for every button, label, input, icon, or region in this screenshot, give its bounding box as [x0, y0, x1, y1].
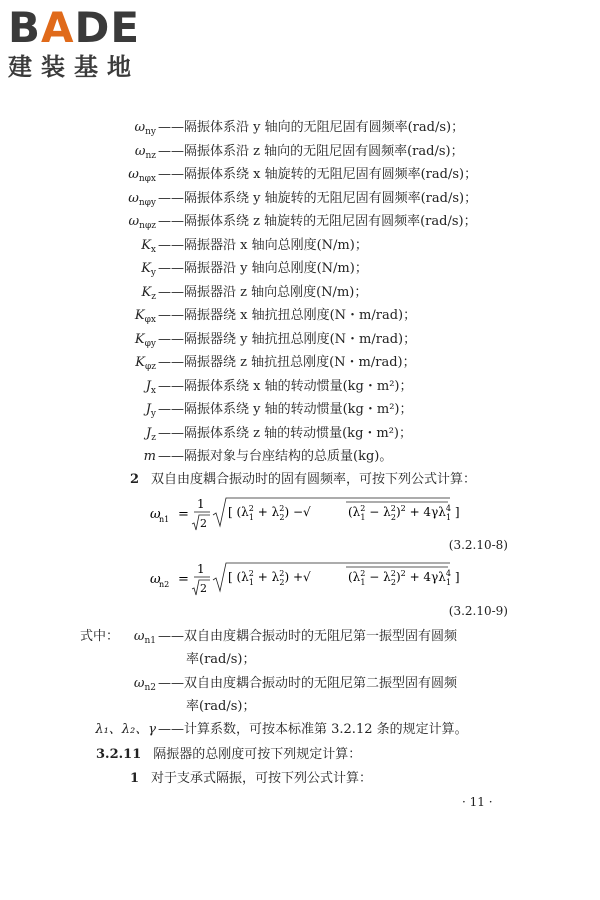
- definition-symbol: $J_z$: [146, 425, 156, 443]
- definition-symbol: $\omega_{nz}$: [134, 143, 156, 161]
- definition-description: ——隔振体系绕 y 轴的转动惯量(kg・m²)；: [158, 402, 413, 417]
- definition-symbol: $\omega_{n\varphi x}$: [128, 167, 156, 184]
- where-w1-cont: 率(rad/s)；: [186, 652, 256, 667]
- svg-text:=: =: [178, 572, 189, 587]
- equation-2-number: (3.2.10-9): [448, 604, 508, 618]
- definition-symbol: $K_x$: [141, 237, 156, 255]
- svg-text:n2: n2: [159, 580, 170, 589]
- item-1: 1 对于支承式隔振，可按下列公式计算：: [130, 771, 373, 786]
- definition-symbol: $K_{\varphi z}$: [135, 355, 156, 372]
- where-w2-cont: 率(rad/s)；: [186, 699, 256, 714]
- definition-symbol: $J_x$: [145, 378, 156, 396]
- definition-description: ——隔振对象与台座结构的总质量(kg)。: [158, 449, 393, 464]
- definition-description: ——隔振体系绕 z 轴旋转的无阻尼固有圆频率(rad/s)；: [158, 214, 477, 229]
- definition-description: ——隔振体系绕 x 轴的转动惯量(kg・m²)；: [158, 378, 413, 394]
- definition-symbol: $K_{\varphi y}$: [134, 331, 156, 349]
- svg-text:1: 1: [197, 562, 205, 576]
- svg-text:(λ21 − λ22)2 + 4γλ41 ]: ($\lambda^2$ $1 - \lambda^2$ $2)^2 + 4\gamma\lambda^4$ 1 ]: [348, 569, 460, 587]
- definition-symbol: $\omega_{ny}$: [134, 120, 156, 137]
- definition-description: ——隔振体系绕 z 轴的转动惯量(kg・m²)；: [158, 425, 412, 441]
- definition-description: ——隔振体系绕 y 轴旋转的无阻尼固有圆频率(rad/s)；: [158, 190, 478, 206]
- definition-description: ——隔振体系沿 y 轴向的无阻尼固有圆频率(rad/s)；: [158, 120, 465, 135]
- definition-symbol: $K_y$: [141, 261, 156, 278]
- svg-text:n1: n1: [159, 515, 170, 524]
- definition-description: ——隔振器绕 x 轴抗扭总刚度(N・m/rad)；: [158, 308, 417, 323]
- definition-description: ——隔振体系绕 x 轴旋转的无阻尼固有圆频率(rad/s)；: [158, 167, 478, 182]
- svg-text:2: 2: [200, 517, 207, 530]
- svg-text:ω: ω: [150, 507, 161, 522]
- definition-description: ——隔振器沿 x 轴向总刚度(N/m)；: [158, 237, 368, 253]
- definition-symbol: m: [143, 449, 156, 464]
- item-2: 2 双自由度耦合振动时的固有圆频率，可按下列公式计算：: [130, 472, 477, 487]
- definition-symbol: $\omega_{n\varphi y}$: [128, 190, 156, 208]
- svg-text:(λ21 − λ22)2 + 4γλ41 ]: ($\lambda^2$ $1 - \lambda^2$ $2)^2 + 4\gamma\lambda^4$ 1 ]: [348, 504, 460, 522]
- definition-description: ——隔振体系沿 z 轴向的无阻尼固有圆频率(rad/s)；: [158, 143, 464, 159]
- definition-description: ——隔振器沿 z 轴向总刚度(N/m)；: [158, 284, 368, 300]
- definition-description: ——隔振器沿 y 轴向总刚度(N/m)；: [158, 261, 368, 276]
- equation-1: [150, 496, 460, 538]
- definition-symbol: $K_{\varphi x}$: [134, 308, 156, 325]
- svg-text:1: 1: [197, 497, 205, 511]
- definition-description: ——隔振器绕 z 轴抗扭总刚度(N・m/rad)；: [158, 355, 416, 370]
- svg-text:2: 2: [200, 582, 207, 595]
- equation-2: [150, 561, 460, 603]
- logo-subtitle: 建装基地: [8, 53, 140, 81]
- definition-symbol: $K_z$: [141, 284, 156, 302]
- definition-description: ——隔振器绕 y 轴抗扭总刚度(N・m/rad)；: [158, 331, 417, 347]
- where-prefix: 式中：: [80, 629, 120, 644]
- equation-1-number: (3.2.10-8): [448, 538, 508, 552]
- definition-symbol: $J_y$: [145, 402, 156, 419]
- page-number: · 11 ·: [462, 795, 493, 809]
- bade-logo: [8, 3, 141, 82]
- svg-text:=: =: [178, 507, 189, 522]
- svg-text:ω: ω: [150, 572, 161, 587]
- equation-2-svg: [150, 561, 460, 599]
- svg-text:[ (λ21 + λ22) −√: [ ($\lambda^2$ $1 + \lambda^2$ 2) −√: [228, 504, 311, 522]
- svg-text:[ (λ21 + λ22) +√: [ ($\lambda^2$ $1 + \lambda^2$ 2) +√: [228, 569, 311, 587]
- logo-wordmark: BADE: [8, 3, 141, 52]
- definition-symbol: $\omega_{n\varphi z}$: [128, 214, 156, 231]
- equation-1-svg: [150, 496, 460, 534]
- section-3-2-11: 3.2.11 隔振器的总刚度可按下列规定计算：: [96, 747, 362, 762]
